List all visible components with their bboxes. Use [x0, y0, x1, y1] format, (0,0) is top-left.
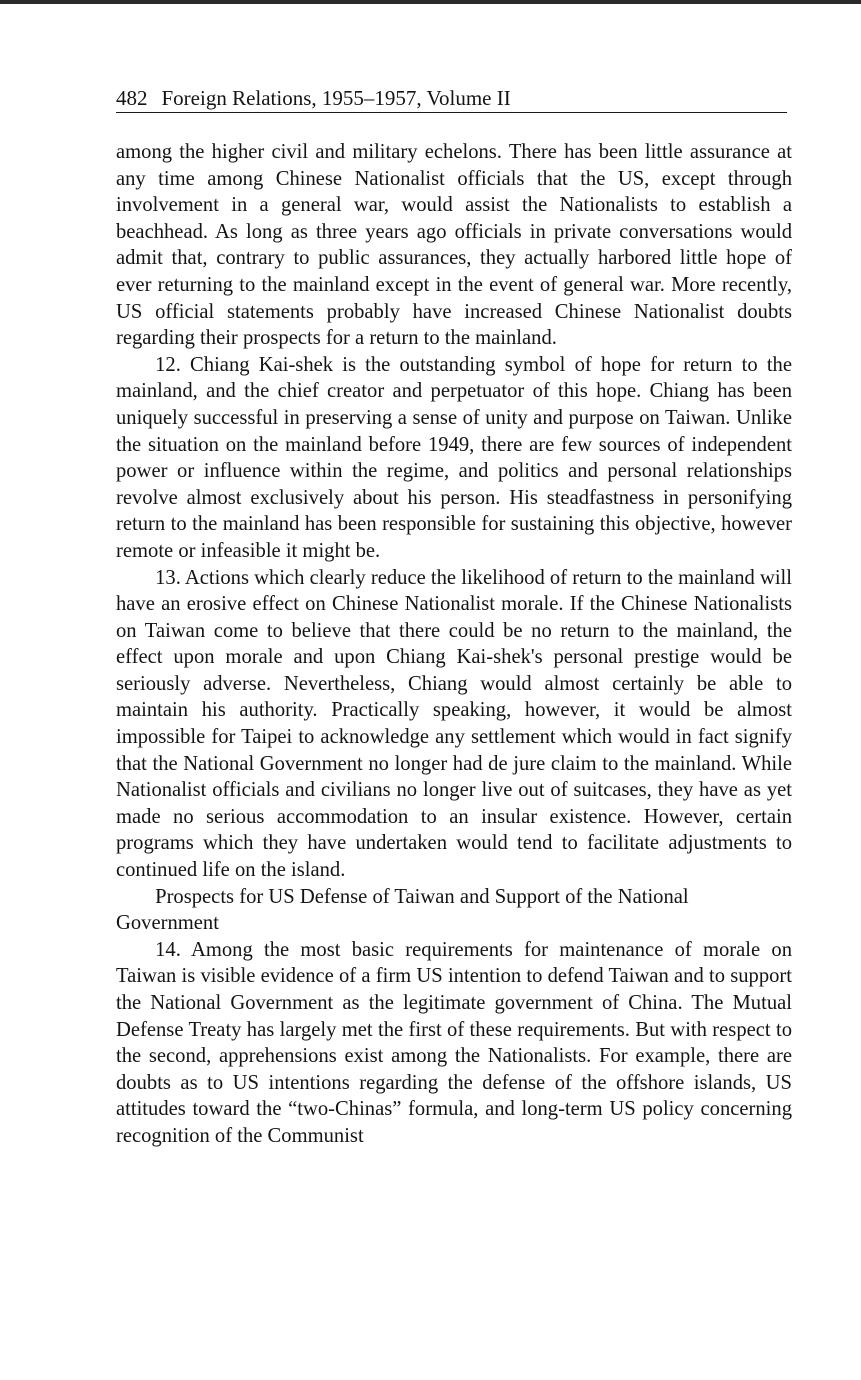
paragraph-14: 14. Among the most basic requirements for maintenance of morale on Taiwan is visible evidence of a firm US intention to defend Taiwan and to support the National Government as the legitimate government of China. The Mutual Defense Treaty has largely met the first of these requirements. But with respect to the second, apprehensions exist among the Nationalists. For example, there are doubts as to US intentions regarding the defense of the offshore islands, US attitudes toward the “two-Chinas” formula, and long-term US policy concerning recognition of the Communist — [116, 938, 792, 1147]
running-head — [116, 84, 787, 113]
page-number: 482 — [116, 86, 148, 110]
book-title: Foreign Relations, 1955–1957, Volume II — [161, 86, 511, 110]
section-heading: Prospects for US Defense of Taiwan and Support of the National Government — [116, 885, 689, 935]
body-text — [116, 139, 792, 1150]
top-edge-rule — [0, 0, 861, 4]
paragraph-continued: among the higher civil and military echelons. There has been little assurance at any time among Chinese Nationalist officials that the US, except through involvement in a general war, would assist the Nationalists to establish a beachhead. As long as three years ago officials in private conversations would admit that, contrary to public assurances, they actually harbored little hope of ever returning to the mainland except in the event of general war. More recently, US official statements probably have increased Chinese Nationalist doubts regarding their prospects for a return to the mainland. — [116, 141, 792, 350]
paragraph-12: 12. Chiang Kai-shek is the outstanding symbol of hope for return to the mainland, and the chief creator and perpetuator of this hope. Chiang has been uniquely successful in preserving a sense of unity and purpose on Taiwan. Unlike the situation on the mainland before 1949, there are few sources of independent power or influence within the regime, and politics and personal relationships revolve almost exclusively about his person. His steadfastness in personifying return to the mainland has been responsible for sustaining this objective, however remote or infeasible it might be. — [116, 353, 792, 562]
paragraph-13: 13. Actions which clearly reduce the likelihood of return to the mainland will have an erosive effect on Chinese Nationalist morale. If the Chinese Nationalists on Taiwan come to believe that there could be no return to the mainland, the effect upon morale and upon Chiang Kai-shek's personal prestige would be seriously adverse. Nevertheless, Chiang would almost certainly be able to maintain his authority. Practically speaking, however, it would be almost impossible for Taipei to acknowledge any settlement which would in fact signify that the National Government no longer had de jure claim to the mainland. While Nationalist officials and civilians no longer live out of suitcases, they have as yet made no serious accommodation to an insular existence. However, certain programs which they have undertaken would tend to facilitate adjustments to continued life on the island. — [116, 566, 792, 882]
